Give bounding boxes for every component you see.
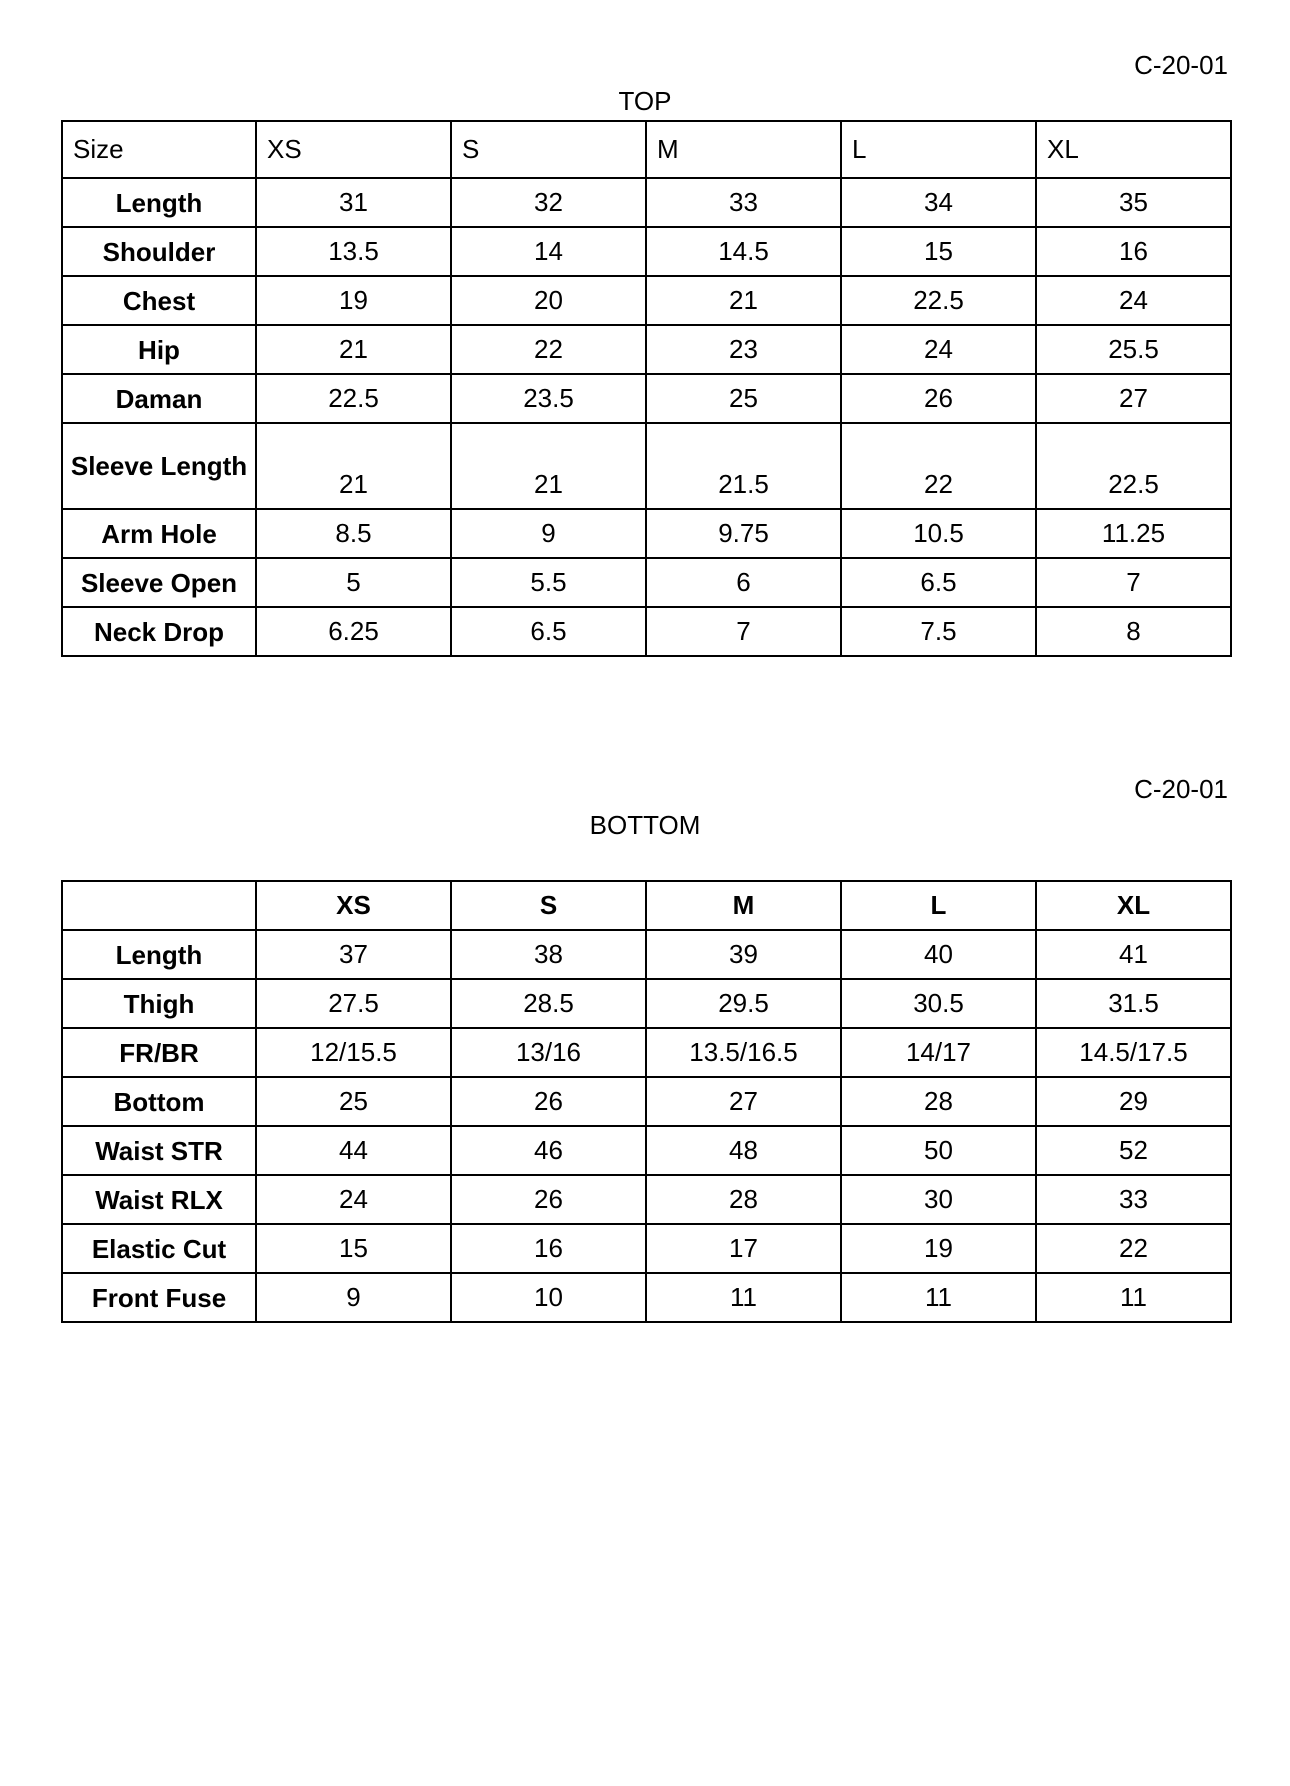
top-header-row <box>62 121 1231 178</box>
bottom-value-cell: 40 <box>841 930 1036 979</box>
bottom-table-row <box>62 1077 1231 1126</box>
bottom-value-cell: 26 <box>451 1077 646 1126</box>
bottom-row-label: Waist RLX <box>62 1175 256 1224</box>
top-value-cell: 15 <box>841 227 1036 276</box>
top-row-label: Arm Hole <box>62 509 256 558</box>
top-table-row <box>62 607 1231 656</box>
bottom-value-cell: 17 <box>646 1224 841 1273</box>
top-row-label: Daman <box>62 374 256 423</box>
bottom-value-cell: 14/17 <box>841 1028 1036 1077</box>
bottom-value-cell: 44 <box>256 1126 451 1175</box>
top-value-cell: 7 <box>646 607 841 656</box>
top-value-cell: 21.5 <box>646 423 841 509</box>
bottom-row-label: Elastic Cut <box>62 1224 256 1273</box>
top-value-cell: 24 <box>841 325 1036 374</box>
bottom-value-cell: 30 <box>841 1175 1036 1224</box>
top-value-cell: 34 <box>841 178 1036 227</box>
top-value-cell: 22 <box>841 423 1036 509</box>
bottom-header-cell <box>62 881 256 930</box>
bottom-value-cell: 41 <box>1036 930 1231 979</box>
bottom-value-cell: 28 <box>646 1175 841 1224</box>
bottom-value-cell: 10 <box>451 1273 646 1322</box>
bottom-value-cell: 14.5/17.5 <box>1036 1028 1231 1077</box>
top-size-table <box>61 120 1232 657</box>
bottom-value-cell: 33 <box>1036 1175 1231 1224</box>
top-value-cell: 26 <box>841 374 1036 423</box>
bottom-header-cell: M <box>646 881 841 930</box>
bottom-value-cell: 31.5 <box>1036 979 1231 1028</box>
top-value-cell: 10.5 <box>841 509 1036 558</box>
top-value-cell: 13.5 <box>256 227 451 276</box>
bottom-table-row <box>62 979 1231 1028</box>
bottom-row-label: Length <box>62 930 256 979</box>
bottom-value-cell: 50 <box>841 1126 1036 1175</box>
top-value-cell: 6 <box>646 558 841 607</box>
bottom-value-cell: 46 <box>451 1126 646 1175</box>
top-table-row <box>62 374 1231 423</box>
top-header-cell: XL <box>1036 121 1231 178</box>
top-table-row <box>62 325 1231 374</box>
bottom-value-cell: 24 <box>256 1175 451 1224</box>
top-row-label: Neck Drop <box>62 607 256 656</box>
top-row-label: Chest <box>62 276 256 325</box>
top-value-cell: 22.5 <box>841 276 1036 325</box>
top-value-cell: 20 <box>451 276 646 325</box>
bottom-header-cell: L <box>841 881 1036 930</box>
bottom-value-cell: 52 <box>1036 1126 1231 1175</box>
bottom-value-cell: 38 <box>451 930 646 979</box>
bottom-section-title: BOTTOM <box>589 810 701 840</box>
top-row-label: Hip <box>62 325 256 374</box>
bottom-table-row <box>62 1175 1231 1224</box>
top-value-cell: 8.5 <box>256 509 451 558</box>
bottom-value-cell: 25 <box>256 1077 451 1126</box>
top-value-cell: 21 <box>256 423 451 509</box>
top-value-cell: 24 <box>1036 276 1231 325</box>
top-value-cell: 6.5 <box>451 607 646 656</box>
bottom-row-label: Waist STR <box>62 1126 256 1175</box>
top-value-cell: 14.5 <box>646 227 841 276</box>
bottom-table-row <box>62 1028 1231 1077</box>
top-table-row <box>62 227 1231 276</box>
top-value-cell: 6.25 <box>256 607 451 656</box>
top-header-cell: XS <box>256 121 451 178</box>
bottom-value-cell: 15 <box>256 1224 451 1273</box>
bottom-table-row <box>62 1126 1231 1175</box>
bottom-header-row <box>62 881 1231 930</box>
bottom-style-code: C-20-01 <box>1134 774 1228 804</box>
top-table-row <box>62 178 1231 227</box>
top-value-cell: 22 <box>451 325 646 374</box>
bottom-header-cell: XS <box>256 881 451 930</box>
top-value-cell: 33 <box>646 178 841 227</box>
top-value-cell: 31 <box>256 178 451 227</box>
bottom-value-cell: 48 <box>646 1126 841 1175</box>
top-value-cell: 32 <box>451 178 646 227</box>
top-table-row <box>62 509 1231 558</box>
bottom-value-cell: 12/15.5 <box>256 1028 451 1077</box>
bottom-header-cell: XL <box>1036 881 1231 930</box>
top-value-cell: 16 <box>1036 227 1231 276</box>
top-row-label: Sleeve Open <box>62 558 256 607</box>
top-value-cell: 25.5 <box>1036 325 1231 374</box>
bottom-size-table <box>61 880 1232 1323</box>
bottom-row-label: Front Fuse <box>62 1273 256 1322</box>
top-value-cell: 25 <box>646 374 841 423</box>
bottom-value-cell: 30.5 <box>841 979 1036 1028</box>
top-row-label: Shoulder <box>62 227 256 276</box>
top-value-cell: 5 <box>256 558 451 607</box>
bottom-value-cell: 22 <box>1036 1224 1231 1273</box>
bottom-value-cell: 29.5 <box>646 979 841 1028</box>
top-style-code: C-20-01 <box>1134 50 1228 80</box>
bottom-value-cell: 11 <box>646 1273 841 1322</box>
bottom-value-cell: 29 <box>1036 1077 1231 1126</box>
bottom-table-row <box>62 1224 1231 1273</box>
bottom-table-row <box>62 1273 1231 1322</box>
bottom-value-cell: 27.5 <box>256 979 451 1028</box>
bottom-value-cell: 13.5/16.5 <box>646 1028 841 1077</box>
top-value-cell: 7.5 <box>841 607 1036 656</box>
bottom-value-cell: 19 <box>841 1224 1036 1273</box>
top-value-cell: 27 <box>1036 374 1231 423</box>
top-value-cell: 23.5 <box>451 374 646 423</box>
bottom-row-label: FR/BR <box>62 1028 256 1077</box>
top-section-title: TOP <box>618 86 672 116</box>
top-value-cell: 35 <box>1036 178 1231 227</box>
top-table-row <box>62 558 1231 607</box>
top-value-cell: 23 <box>646 325 841 374</box>
top-value-cell: 11.25 <box>1036 509 1231 558</box>
bottom-value-cell: 28 <box>841 1077 1036 1126</box>
top-value-cell: 9 <box>451 509 646 558</box>
bottom-table-row <box>62 930 1231 979</box>
top-row-label: Sleeve Length <box>62 423 256 509</box>
bottom-value-cell: 13/16 <box>451 1028 646 1077</box>
top-value-cell: 5.5 <box>451 558 646 607</box>
top-value-cell: 21 <box>451 423 646 509</box>
bottom-value-cell: 37 <box>256 930 451 979</box>
bottom-value-cell: 9 <box>256 1273 451 1322</box>
bottom-row-label: Bottom <box>62 1077 256 1126</box>
bottom-value-cell: 11 <box>1036 1273 1231 1322</box>
bottom-header-cell: S <box>451 881 646 930</box>
top-header-cell: M <box>646 121 841 178</box>
bottom-value-cell: 39 <box>646 930 841 979</box>
top-value-cell: 22.5 <box>1036 423 1231 509</box>
bottom-value-cell: 28.5 <box>451 979 646 1028</box>
top-table-row <box>62 276 1231 325</box>
bottom-value-cell: 16 <box>451 1224 646 1273</box>
top-value-cell: 9.75 <box>646 509 841 558</box>
top-value-cell: 22.5 <box>256 374 451 423</box>
top-value-cell: 19 <box>256 276 451 325</box>
top-row-label: Length <box>62 178 256 227</box>
top-header-cell: Size <box>62 121 256 178</box>
top-value-cell: 7 <box>1036 558 1231 607</box>
top-value-cell: 21 <box>646 276 841 325</box>
top-table-row <box>62 423 1231 509</box>
top-header-cell: L <box>841 121 1036 178</box>
top-header-cell: S <box>451 121 646 178</box>
top-value-cell: 14 <box>451 227 646 276</box>
bottom-value-cell: 11 <box>841 1273 1036 1322</box>
bottom-row-label: Thigh <box>62 979 256 1028</box>
bottom-value-cell: 27 <box>646 1077 841 1126</box>
top-value-cell: 21 <box>256 325 451 374</box>
bottom-value-cell: 26 <box>451 1175 646 1224</box>
top-value-cell: 8 <box>1036 607 1231 656</box>
top-value-cell: 6.5 <box>841 558 1036 607</box>
